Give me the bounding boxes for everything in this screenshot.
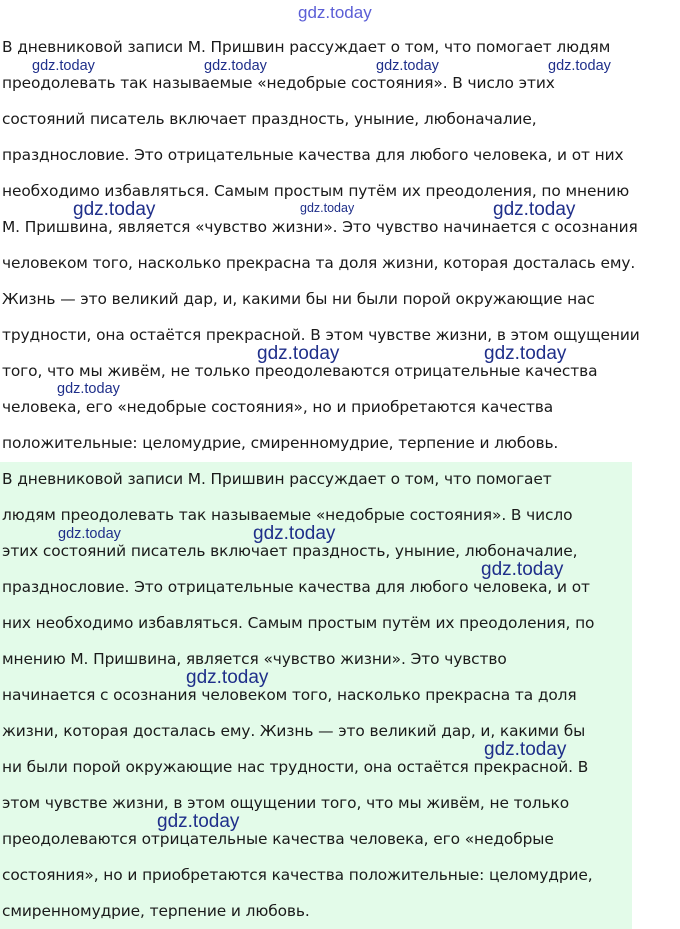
watermark: gdz.today	[493, 199, 576, 220]
answer-line: преодолеваются отрицательные качества человека, его «недобрые	[2, 830, 554, 848]
watermark: gdz.today	[186, 667, 269, 688]
watermark: gdz.today	[300, 201, 355, 215]
watermark: gdz.today	[484, 343, 567, 364]
watermark: gdz.today	[32, 58, 95, 74]
watermark: gdz.today	[257, 343, 340, 364]
text-line: состояний писатель включает праздность, уныние, любоначалие,	[2, 110, 537, 128]
watermark: gdz.today	[548, 58, 611, 74]
text-line: Жизнь — это великий дар, и, какими бы ни были порой окружающие нас	[2, 290, 595, 308]
answer-line: начинается с осознания человеком того, насколько прекрасна та доля	[2, 686, 577, 704]
answer-line: этих состояний писатель включает праздность, уныние, любоначалие,	[2, 542, 578, 560]
answer-line: этом чувстве жизни, в этом ощущении того, что мы живём, не только	[2, 794, 570, 812]
watermark: gdz.today	[376, 58, 439, 74]
header-watermark: gdz.today	[298, 3, 372, 22]
text-line: празднословие. Это отрицательные качества для любого человека, и от них	[2, 146, 624, 164]
text-line: человека, его «недобрые состояния», но и приобретаются качества	[2, 398, 554, 416]
text-line: трудности, она остаётся прекрасной. В этом чувстве жизни, в этом ощущении	[2, 326, 640, 344]
watermark: gdz.today	[253, 523, 336, 544]
answer-line: В дневниковой записи М. Пришвин рассуждает о том, что помогает	[2, 470, 552, 488]
answer-line: состояния», но и приобретаются качества положительные: целомудрие,	[2, 866, 593, 884]
text-line: необходимо избавляться. Самым простым путём их преодоления, по мнению	[2, 182, 630, 200]
watermark: gdz.today	[481, 559, 564, 580]
watermark: gdz.today	[157, 811, 240, 832]
watermark: gdz.today	[204, 58, 267, 74]
text-line: человеком того, насколько прекрасна та доля жизни, которая досталась ему.	[2, 254, 636, 272]
answer-line: людям преодолевать так называемые «недобрые состояния». В число	[2, 506, 573, 524]
text-line: положительные: целомудрие, смиренномудрие, терпение и любовь.	[2, 434, 559, 452]
answer-line: жизни, которая досталась ему. Жизнь — это великий дар, и, какими бы	[2, 722, 586, 740]
answer-line: ни были порой окружающие нас трудности, она остаётся прекрасной. В	[2, 758, 589, 776]
answer-line: празднословие. Это отрицательные качества для любого человека, и от	[2, 578, 590, 596]
answer-line: смиренномудрие, терпение и любовь.	[2, 902, 310, 920]
text-line: В дневниковой записи М. Пришвин рассуждает о том, что помогает людям	[2, 38, 611, 56]
watermark: gdz.today	[73, 199, 156, 220]
answer-line: них необходимо избавляться. Самым простым путём их преодоления, по	[2, 614, 595, 632]
text-line: того, что мы живём, не только преодолеваются отрицательные качества	[2, 362, 598, 380]
answer-line: мнению М. Пришвина, является «чувство жизни». Это чувство	[2, 650, 507, 668]
watermark: gdz.today	[484, 739, 567, 760]
text-line: М. Пришвина, является «чувство жизни». Это чувство начинается с осознания	[2, 218, 638, 236]
watermark: gdz.today	[57, 381, 120, 397]
text-line: преодолевать так называемые «недобрые состояния». В число этих	[2, 74, 555, 92]
watermark: gdz.today	[58, 526, 121, 542]
